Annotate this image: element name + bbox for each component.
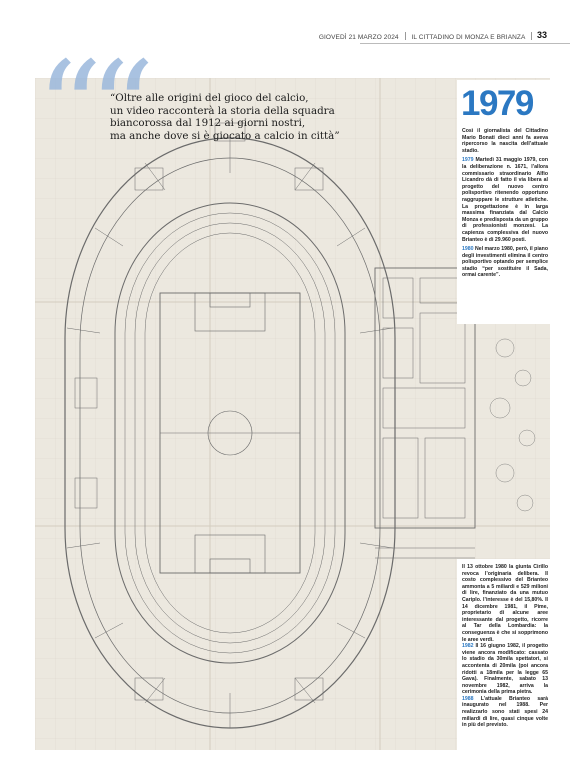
sidebar-title: 1979 (461, 84, 533, 123)
paragraph-text: L’attuale Brianteo sarà inaugurato nel 1988. Per realizzarlo sono stati spesi 24 miliardi di lire, quasi cinque volte in più del previsto. (462, 695, 548, 729)
header-date: GIOVEDÌ 21 MARZO 2024 (318, 34, 399, 41)
sidebar-paragraph: Il 13 ottobre 1980 la giunta Cirillo revoca l’originaria delibera. Il costo complessivo del Brianteo ammonta a 5 miliardi e 529 milioni di lire, finanziato da una mutuo Cariplo. l’interesse è del 15,80%. Il 14 dicembre 1981, il Pime, proprietario di alcune aree interessante dal progetto, ricorre al Tar della Lombardia: la conseguenza è che si sopprimono le aree verdi. (462, 564, 548, 643)
sidebar-box-top (457, 80, 550, 324)
pull-quote-line: biancorossa dal 1912 ai giorni nostri, (110, 117, 306, 129)
sidebar-text-bottom (462, 564, 548, 732)
sidebar-paragraph (462, 157, 548, 243)
quote-mark-glyph: “ (36, 33, 89, 185)
pull-quote (110, 92, 340, 142)
header-separator (405, 32, 406, 40)
year-highlight: 1980 (462, 246, 474, 253)
header-publication: IL CITTADINO DI MONZA E BRIANZA (411, 34, 526, 41)
paragraph-text: Nel marzo 1980, però, il piano degli investimenti elimina il centro polisportivo optando per semplice stadio “per sostituire il Sada, ormai carente”. (462, 246, 548, 279)
header-separator (531, 32, 532, 40)
paragraph-text: Il 16 giugno 1982, il progetto viene ancora modificato: cassato lo stadio da 30mila spettatori, si accontenta di 20mila (poi ancora ridotti a 18mila per la legge 65 Gava). Finalmente, sabato 13 novembre 1982, arriva la cerimonia della prima pietra. (462, 643, 548, 696)
sidebar-intro: Così il giornalista del Cittadino Mario Bonati dieci anni fa aveva ripercorso la nascita dell’attuale stadio. (462, 128, 548, 154)
sidebar-box-bottom (457, 559, 550, 750)
header-rule (360, 43, 570, 44)
pull-quote-line: un video racconterà la storia della squadra (110, 104, 335, 117)
year-highlight: 1988 (462, 695, 474, 702)
sidebar-paragraph (462, 696, 548, 729)
pull-quote-line: “Oltre alle origini del gioco del calcio, (110, 92, 309, 104)
quote-mark-glyph: “ (88, 33, 141, 185)
year-highlight: 1982 (462, 643, 474, 650)
sidebar-paragraph (462, 246, 548, 279)
page-number: 33 (536, 30, 547, 40)
paragraph-text: Martedì 31 maggio 1979, con la deliberazione n. 1671, l’allora commissario straordinario Alfio Licandro dà di fatto il via libera al progetto del nuovo centro polisportivo ritenendo opportuno raggruppare le strutture atletiche. La progettazione è in larga massima finanziata dal Calcio Monza e predisposta da un gruppo di professionisti monzesi. La capienza complessiva del nuovo Brianteo è di 29.960 posti. (462, 157, 548, 243)
sidebar-text-top (462, 128, 548, 282)
year-highlight: 1979 (462, 157, 474, 164)
sidebar-paragraph (462, 643, 548, 696)
header-info (319, 32, 536, 41)
pull-quote-line: ma anche dove si è giocato a calcio in città” (110, 129, 340, 142)
